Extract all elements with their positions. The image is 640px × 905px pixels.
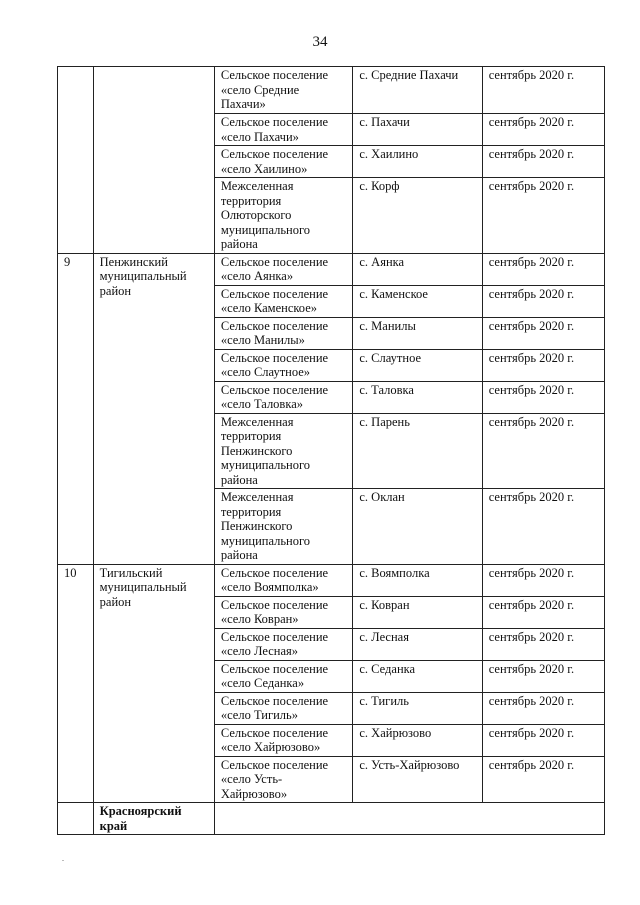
settlement-cell: Сельское поселение «село Тигиль» [214,692,353,724]
village-cell: с. Каменское [353,285,482,317]
date-cell: сентябрь 2020 г. [482,564,604,596]
village-cell: с. Воямполка [353,564,482,596]
page-number: 34 [312,34,328,50]
village-cell: с. Парень [353,413,482,489]
date-cell: сентябрь 2020 г. [482,253,604,285]
date-cell: сентябрь 2020 г. [482,146,604,178]
settlement-cell: Сельское поселение «село Аянка» [214,253,353,285]
village-cell: с. Пахачи [353,114,482,146]
settlement-cell: Сельское поселение «село Лесная» [214,628,353,660]
date-cell: сентябрь 2020 г. [482,413,604,489]
village-cell: с. Усть-Хайрюзово [353,756,482,803]
settlement-cell: Сельское поселение «село Хайрюзово» [214,724,353,756]
district-cell: Тигильский муниципальный район [93,564,214,803]
village-cell: с. Оклан [353,489,482,565]
date-cell: сентябрь 2020 г. [482,178,604,254]
date-cell: сентябрь 2020 г. [482,628,604,660]
date-cell: сентябрь 2020 г. [482,114,604,146]
table-body [58,67,605,835]
row-number-cell [58,803,94,835]
region-empty-cell [214,803,604,835]
village-cell: с. Тигиль [353,692,482,724]
settlement-cell: Сельское поселение «село Каменское» [214,285,353,317]
scan-speck [62,860,64,861]
date-cell: сентябрь 2020 г. [482,317,604,349]
district-cell [93,67,214,254]
settlement-cell: Сельское поселение «село Усть-Хайрюзово» [214,756,353,803]
region-row [58,803,605,835]
settlement-cell: Сельское поселение «село Хаилино» [214,146,353,178]
row-number-cell: 9 [58,253,94,564]
settlement-cell: Сельское поселение «село Воямполка» [214,564,353,596]
settlements-table [57,66,605,835]
settlement-cell: Сельское поселение «село Манилы» [214,317,353,349]
settlement-cell: Сельское поселение «село Слаутное» [214,349,353,381]
village-cell: с. Седанка [353,660,482,692]
row-number-cell: 10 [58,564,94,803]
date-cell: сентябрь 2020 г. [482,596,604,628]
table-row [58,67,605,114]
village-cell: с. Таловка [353,381,482,413]
date-cell: сентябрь 2020 г. [482,724,604,756]
village-cell: с. Хаилино [353,146,482,178]
date-cell: сентябрь 2020 г. [482,660,604,692]
village-cell: с. Хайрюзово [353,724,482,756]
settlement-cell: Межселенная территория Олюторского муниципального района [214,178,353,254]
settlement-cell: Сельское поселение «село Пахачи» [214,114,353,146]
village-cell: с. Средние Пахачи [353,67,482,114]
village-cell: с. Слаутное [353,349,482,381]
table-row [58,564,605,596]
table-row [58,253,605,285]
date-cell: сентябрь 2020 г. [482,756,604,803]
row-number-cell [58,67,94,254]
date-cell: сентябрь 2020 г. [482,67,604,114]
settlement-cell: Межселенная территория Пенжинского муниципального района [214,489,353,565]
settlement-cell: Сельское поселение «село Таловка» [214,381,353,413]
date-cell: сентябрь 2020 г. [482,349,604,381]
settlement-cell: Сельское поселение «село Седанка» [214,660,353,692]
settlement-cell: Сельское поселение «село Ковран» [214,596,353,628]
date-cell: сентябрь 2020 г. [482,285,604,317]
settlement-cell: Межселенная территория Пенжинского муниципального района [214,413,353,489]
district-cell: Пенжинский муниципальный район [93,253,214,564]
village-cell: с. Аянка [353,253,482,285]
village-cell: с. Манилы [353,317,482,349]
date-cell: сентябрь 2020 г. [482,692,604,724]
region-label: Красноярский край [93,803,214,835]
village-cell: с. Ковран [353,596,482,628]
settlement-cell: Сельское поселение «село Средние Пахачи» [214,67,353,114]
village-cell: с. Корф [353,178,482,254]
village-cell: с. Лесная [353,628,482,660]
date-cell: сентябрь 2020 г. [482,381,604,413]
date-cell: сентябрь 2020 г. [482,489,604,565]
